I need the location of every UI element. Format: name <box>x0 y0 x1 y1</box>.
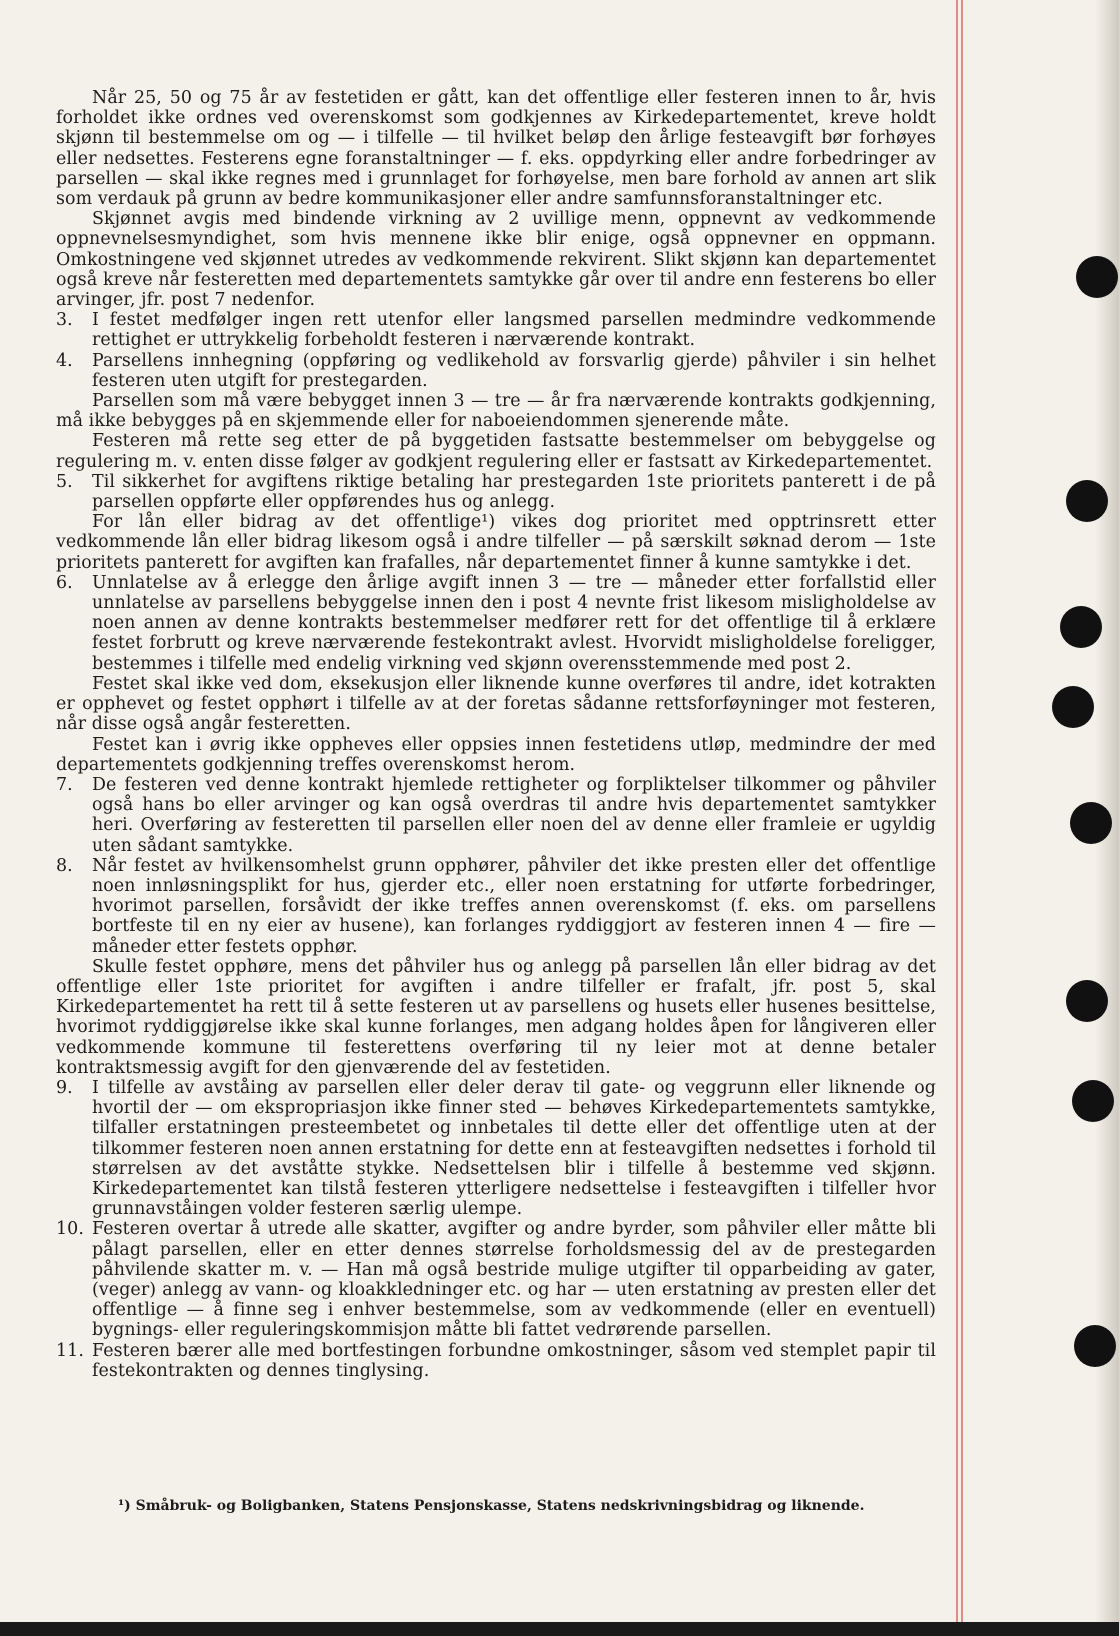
clause-number: 3. <box>56 310 73 331</box>
clause-text: I festet medfølger ingen rett utenfor eller langsmed parsellen medmindre vedkommende rettighet er uttrykkelig forbeholdt festeren i nærværende kontrakt. <box>92 310 936 351</box>
clause-text: Unnlatelse av å erlegge den årlige avgift innen 3 — tre — måneder etter forfallstid eller unnlatelse av parsellens bebyggelse innen den i post 4 nevnte frist likesom misligholdelse av noen annen av denne kontrakts bestemmelser medfører rett for det offentlige til å erklære festet forbrutt og kreve nærværende festekontrakt avlest. Hvorvidt misligholdelse foreligger, bestemmes i tilfelle med endelig virkning ved skjønn overensstemmende med post 2. <box>92 572 936 674</box>
clause-number: 10. <box>56 1219 84 1240</box>
numbered-clause <box>56 573 936 674</box>
numbered-clause <box>56 1219 936 1340</box>
paragraph: Parsellen som må være bebygget innen 3 — tre — år fra nærværende kontrakts godkjenning, må ikke bebygges på en skjemmende eller for naboeiendommen sjenerende måte. <box>56 391 936 432</box>
clause-text: Festeren overtar å utrede alle skatter, avgifter og andre byrder, som påhviler eller måtte bli pålagt parsellen, eller en etter dennes størrelse forholdsmessig del av de prestegarden påhvilende skatter m. v. — Han må også bestride mulige utgifter til opparbeiding av gater, (veger) anlegg av vann- og kloakkledninger etc. og har — uten erstatning av presten eller det offentlige — å finne seg i enhver bestemmelse, som av vedkommende (eller en eventuell) bygnings- eller reguleringskommisjon måtte bli fattet vedrørende parsellen. <box>92 1219 936 1341</box>
numbered-clause <box>56 351 936 391</box>
paragraph: Festet skal ikke ved dom, eksekusjon eller liknende kunne overføres til andre, idet kotrakten er opphevet og festet opphørt i tilfelle av at der foretas sådanne rettsforføyninger mot festeren, når disse også angår festeretten. <box>56 673 936 735</box>
punch-hole-icon <box>1060 606 1102 648</box>
clause-number: 11. <box>56 1340 84 1361</box>
clause-number: 5. <box>56 471 73 492</box>
numbered-clause <box>56 310 936 350</box>
numbered-clause <box>56 1078 936 1219</box>
clause-number: 7. <box>56 774 73 795</box>
clause-number: 4. <box>56 350 73 371</box>
scan-border <box>0 1622 1119 1636</box>
margin-line <box>961 0 963 1636</box>
paragraph: Festeren må rette seg etter de på byggetiden fastsatte bestemmelser om bebyggelse og regulering m. v. enten disse følger av godkjent regulering eller er fastsatt av Kirkedepartementet. <box>56 431 936 472</box>
clause-text: Festeren bærer alle med bortfestingen forbundne omkostninger, såsom ved stemplet papir til festekontrakten og dennes tinglysing. <box>92 1340 936 1381</box>
punch-hole-icon <box>1066 980 1108 1022</box>
clause-text: Når festet av hvilkensomhelst grunn opphører, påhviler det ikke presten eller det offentlige noen innløsningsplikt for hus, gjerder etc., eller noen erstatning for utførte forbedringer, hvorimot parsellen, forsåvidt der ikke treffes annen overenskomst (f. eks. om parsellens bortfeste til en ny eier av husene), kan forlanges ryddiggjort av festeren innen 4 — fire — måneder etter festets opphør. <box>92 855 936 957</box>
margin-line <box>956 0 958 1636</box>
paragraph: Skulle festet opphøre, mens det påhviler hus og anlegg på parsellen lån eller bidrag av det offentlige eller 1ste prioritet for avgiften i andre tilfeller er frafalt, jfr. post 5, skal Kirkedepartementet ha rett til å sette festeren ut av parsellens og husets eller husenes besittelse, hvorimot ryddiggjørelse ikke skal kunne forlanges, men adgang holdes åpen for långiveren eller vedkommende kommune til festerettens overføring til ny leier mot at denne betaler kontraktsmessig avgift for den gjenværende del av festetiden. <box>56 956 936 1078</box>
paragraph: Festet kan i øvrig ikke oppheves eller oppsies innen festetidens utløp, medmindre der med departementets godkjenning treffes overenskomst herom. <box>56 734 936 775</box>
clause-number: 8. <box>56 855 73 876</box>
clause-text: I tilfelle av avståing av parsellen eller deler derav til gate- og veggrunn eller liknende og hvortil der — om ekspropriasjon ikke finner sted — behøves Kirkedepartementets samtykke, tilfaller erstatningen presteembetet og innbetales til dette eller det offentlige uten at der tilkommer festeren noen annen erstatning for dette enn at festeavgiften nedsettes i forhold til størrelsen av det avståtte stykke. Nedsettelsen blir i tilfelle å bestemme ved skjønn. Kirkedepartementet kan tilstå festeren ytterligere nedsettelse i festeavgiften i tilfeller hvor grunnavståingen volder festeren særlig ulempe. <box>92 1077 936 1220</box>
punch-hole-icon <box>1074 1325 1116 1367</box>
numbered-clause <box>56 856 936 957</box>
punch-hole-icon <box>1070 802 1112 844</box>
numbered-clause <box>56 1341 936 1381</box>
clause-text: Til sikkerhet for avgiftens riktige betaling har prestegarden 1ste prioritets panterett i de på parsellen oppførte eller oppførendes hus og anlegg. <box>92 471 936 513</box>
clause-text: De festeren ved denne kontrakt hjemlede rettigheter og forpliktelser tilkommer og påhviler også hans bo eller arvinger og kan også overdras til andre hvis departementet samtykker heri. Overføring av festeretten til parsellen eller noen del av denne eller framleie er ugyldig uten sådant samtykke. <box>92 774 936 856</box>
footnote: ¹) Småbruk- og Boligbanken, Statens Pensjonskasse, Statens nedskrivningsbidrag og liknende. <box>118 1498 865 1514</box>
paragraph: Når 25, 50 og 75 år av festetiden er gått, kan det offentlige eller festeren innen to år, hvis forholdet ikke ordnes ved overenskomst som godkjennes av Kirkedepartementet, kreve holdt skjønn til bestemmelse om og — i tilfelle — til hvilket beløp den årlige festeavgift bør forhøyes eller nedsettes. Festerens egne foranstaltninger — f. eks. oppdyrking eller andre forbedringer av parsellen — skal ikke regnes med i grunnlaget for forhøyelse, men bare forhold av annen art slik som verdauk på grunn av bedre kommunikasjoner eller andre samfunnsforanstaltninger etc. <box>56 88 936 210</box>
clause-number: 6. <box>56 572 73 593</box>
numbered-clause <box>56 775 936 856</box>
punch-hole-icon <box>1066 480 1108 522</box>
clause-text: Parsellens innhegning (oppføring og vedlikehold av forsvarlig gjerde) påhviler i sin helhet festeren uten utgift for prestegarden. <box>92 350 936 391</box>
paragraph: Skjønnet avgis med bindende virkning av 2 uvillige menn, oppnevnt av vedkommende oppnevnelsesmyndighet, som hvis mennene ikke blir enige, også oppnevner en oppmann. Omkostningene ved skjønnet utredes av vedkommende rekvirent. Slikt skjønn kan departementet også kreve når festeretten med departementets samtykke går over til andre enn festerens bo eller arvinger, jfr. post 7 nedenfor. <box>56 209 936 311</box>
clause-number: 9. <box>56 1077 73 1098</box>
paragraph: For lån eller bidrag av det offentlige¹) vikes dog prioritet med opptrinsrett etter vedkommende lån eller bidrag likesom også i andre tilfeller — på særskilt søknad derom — 1ste prioritets panterett for avgiften kan frafalles, når departementet finner å kunne samtykke i det. <box>56 512 936 573</box>
punch-hole-icon <box>1052 686 1094 728</box>
punch-hole-icon <box>1072 1080 1114 1122</box>
document-body <box>56 88 936 1381</box>
punch-hole-icon <box>1076 256 1118 298</box>
numbered-clause <box>56 472 936 512</box>
